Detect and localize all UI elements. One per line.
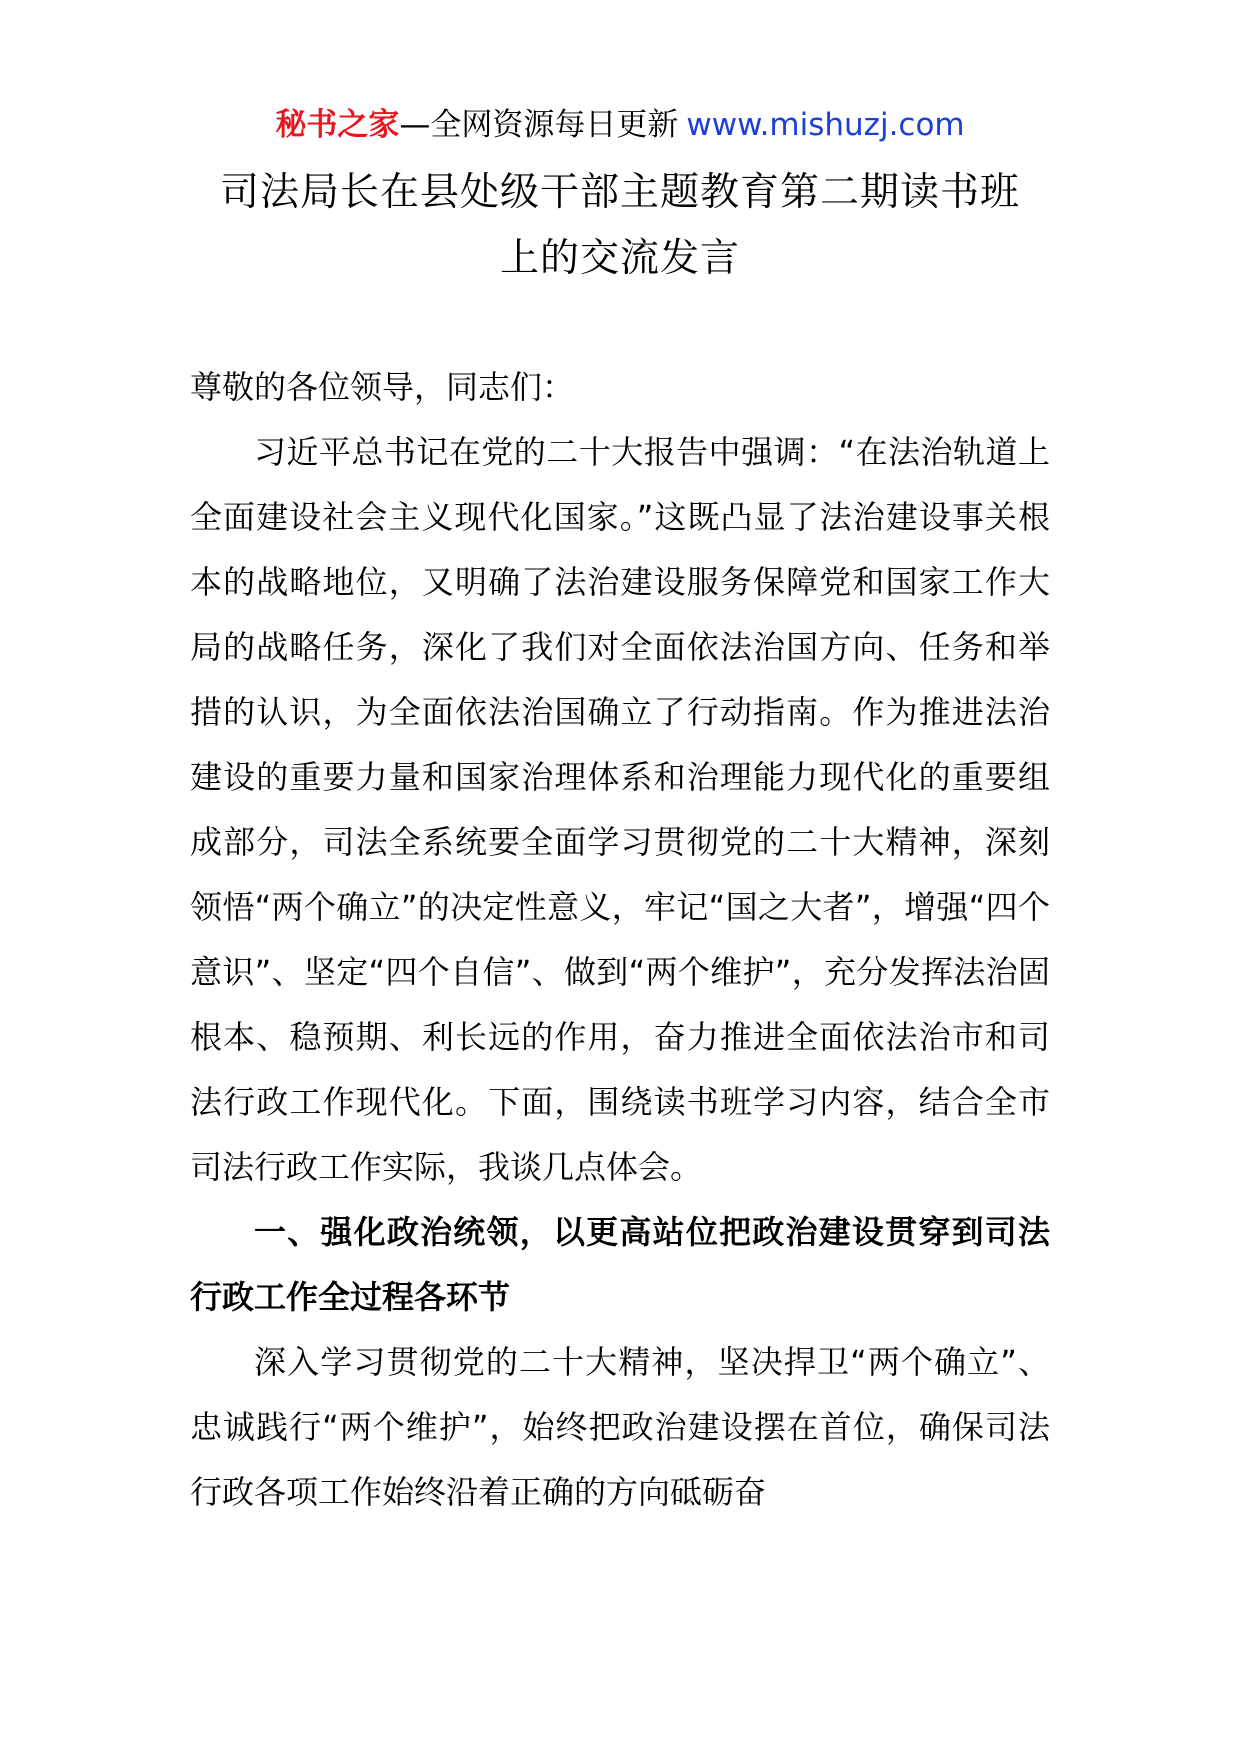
section-heading-1: 一、强化政治统领，以更高站位把政治建设贯穿到司法行政工作全过程各环节 — [190, 1213, 1050, 1316]
title-line-2: 上的交流发言 — [499, 236, 740, 281]
salutation: 尊敬的各位领导，同志们： — [190, 368, 575, 406]
document-body — [190, 355, 1050, 1525]
paragraph-section-1: 深入学习贯彻党的二十大精神，坚决捍卫“两个确立”、忠诚践行“两个维护”，始终把政治建设摆在首位，确保司法行政各项工作始终沿着正确的方向砥砺奋 — [190, 1343, 1050, 1511]
site-header — [0, 100, 1240, 150]
brand-name: 秘书之家 — [275, 107, 400, 143]
header-tagline: —全网资源每日更新 — [399, 107, 679, 143]
title-line-1: 司法局长在县处级干部主题教育第二期读书班 — [219, 170, 1020, 215]
site-url-link[interactable]: www.mishuzj.com — [686, 107, 965, 143]
document-title — [150, 160, 1090, 292]
paragraph-intro: 习近平总书记在党的二十大报告中强调：“在法治轨道上全面建设社会主义现代化国家。”这既凸显了法治建设事关根本的战略地位，又明确了法治建设服务保障党和国家工作大局的战略任务，深化了我们对全面依法治国方向、任务和举措的认识，为全面依法治国确立了行动指南。作为推进法治建设的重要力量和国家治理体系和治理能力现代化的重要组成部分，司法全系统要全面学习贯彻党的二十大精神，深刻领悟“两个确立”的决定性意义，牢记“国之大者”，增强“四个意识”、坚定“四个自信”、做到“两个维护”，充分发挥法治固根本、稳预期、利长远的作用，奋力推进全面依法治市和司法行政工作现代化。下面，围绕读书班学习内容，结合全市司法行政工作实际，我谈几点体会。 — [190, 433, 1050, 1186]
